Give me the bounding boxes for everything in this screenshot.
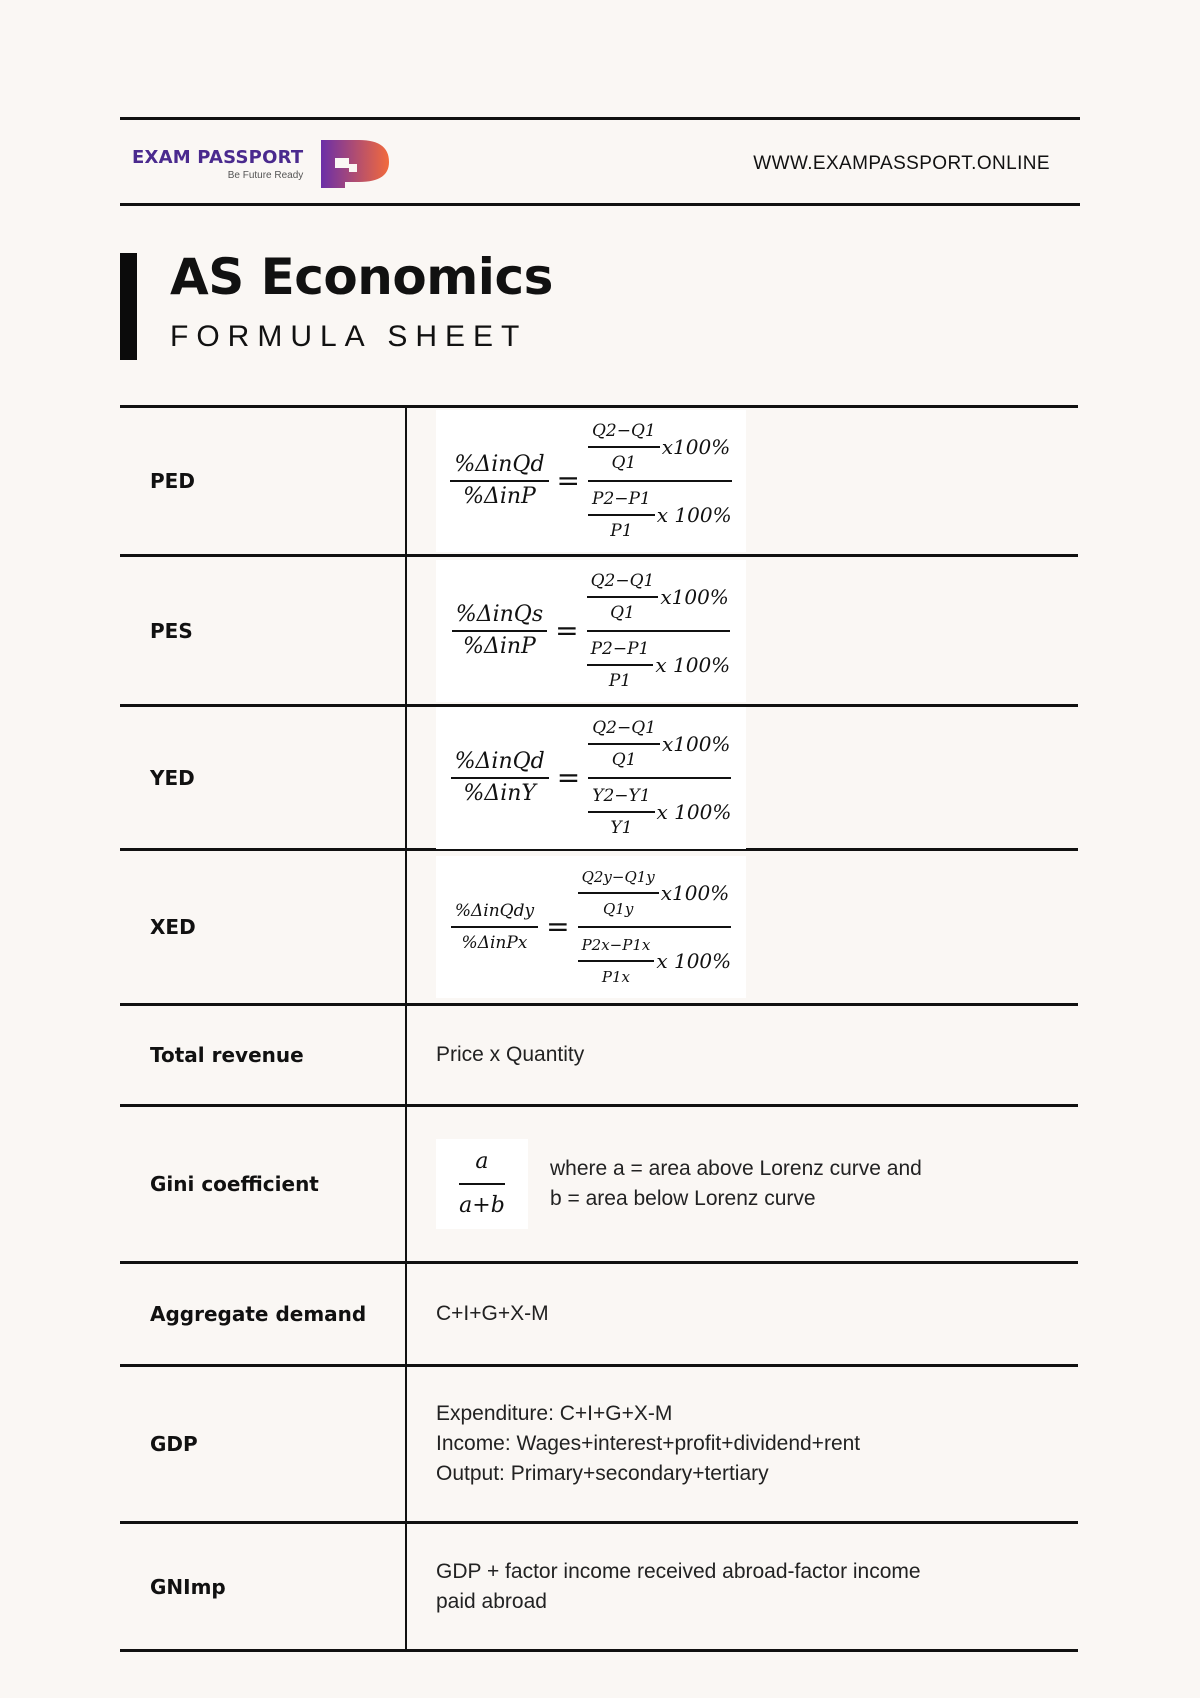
table-row-aggregate-demand — [120, 1264, 1078, 1367]
formula-bot-den: Y1 — [610, 817, 633, 838]
row-label: GNImp — [120, 1524, 407, 1649]
header-top-rule — [120, 117, 1080, 120]
formula-bot-mult: x 100% — [655, 652, 731, 677]
row-label: Gini coefficient — [120, 1107, 407, 1261]
formula-top-den: Q1 — [611, 749, 637, 770]
formula-top-mult: x100% — [660, 584, 729, 609]
formula-bot-num: P2x−P1x — [578, 930, 655, 962]
formula-lhs-num: %ΔinQd — [451, 747, 549, 779]
table-row-gnimp — [120, 1524, 1078, 1652]
formula-bot-num: P2−P1 — [587, 634, 654, 666]
formula-bot-den: P1 — [608, 670, 632, 691]
brand-name: EXAM PASSPORT — [132, 147, 304, 168]
page-subtitle: FORMULA SHEET — [170, 320, 528, 353]
gini-den: a+b — [459, 1193, 505, 1218]
table-row-gdp — [120, 1367, 1078, 1524]
row-label: GDP — [120, 1367, 407, 1521]
pes-formula: $\frac{\text{\%ΔinQs}}{\text{\%ΔinP}}$ = $\frac{Q2-Q1}{Q1}$ x100% $\frac{P2-P1}{P1}$ x 100% — [436, 560, 746, 702]
page-header — [120, 124, 1080, 204]
row-value: C+I+G+X-M — [436, 1302, 549, 1325]
formula-table — [120, 405, 1078, 1652]
table-row-ped — [120, 408, 1078, 557]
gini-formula — [436, 1139, 528, 1229]
row-value: Expenditure: C+I+G+X-M Income: Wages+interest+profit+dividend+rent Output: Primary+secondary+tertiary — [436, 1402, 861, 1485]
formula-top-den: Q1 — [610, 602, 635, 623]
formula-bot-mult: x 100% — [656, 503, 732, 527]
table-row-gini — [120, 1107, 1078, 1264]
table-row-xed — [120, 851, 1078, 1006]
formula-top-mult: x100% — [661, 435, 731, 459]
formula-bot-den: P1 — [610, 521, 633, 541]
website-url[interactable]: WWW.EXAMPASSPORT.ONLINE — [753, 153, 1050, 174]
table-row-total-revenue — [120, 1006, 1078, 1107]
formula-bot-mult: x 100% — [656, 799, 732, 824]
formula-lhs-den: %ΔinPx — [461, 933, 528, 953]
row-label: Total revenue — [120, 1006, 407, 1104]
page-title: AS Economics — [170, 248, 553, 306]
formula-top-mult: x100% — [660, 881, 730, 905]
brand-tagline: Be Future Ready — [227, 170, 304, 181]
formula-lhs-num: %ΔinQdy — [451, 896, 538, 928]
formula-top-num: Q2−Q1 — [587, 566, 659, 598]
formula-top-num: Q2y−Q1y — [578, 862, 659, 894]
yed-formula: $\frac{\text{\%ΔinQd}}{\text{\%ΔinY}}$ = $\frac{Q2-Q1}{Q1}$ x100% $\frac{Y2-Y1}{Y1}$ x 100% — [436, 707, 746, 849]
xed-formula: $\frac{\text{\%ΔinQdy}}{\text{\%ΔinPx}}$ = $\frac{Q2y-Q1y}{Q1y}$ x100% $\frac{P2x-P1x}{P1x}$ x 100% — [436, 856, 746, 998]
formula-lhs-num: %ΔinQd — [450, 450, 548, 482]
formula-bot-den: P1x — [601, 968, 630, 986]
stylized-p-logo-icon — [319, 138, 391, 190]
formula-bot-num: Y2−Y1 — [588, 781, 654, 813]
formula-lhs-den: %ΔinY — [463, 780, 536, 806]
formula-top-mult: x100% — [661, 731, 731, 756]
formula-top-num: Q2−Q1 — [588, 713, 660, 745]
gini-num: a — [459, 1147, 504, 1185]
formula-top-num: Q2−Q1 — [588, 416, 660, 448]
row-value: GDP + factor income received abroad-factor income paid abroad — [436, 1559, 921, 1613]
formula-lhs-den: %ΔinP — [463, 633, 536, 659]
row-value: Price x Quantity — [436, 1043, 585, 1066]
formula-bot-mult: x 100% — [656, 949, 732, 973]
formula-bot-num: P2−P1 — [588, 484, 655, 516]
row-label: PES — [120, 557, 407, 704]
gini-note: where a = area above Lorenz curve and b = area below Lorenz curve — [550, 1157, 922, 1210]
row-label: PED — [120, 408, 407, 554]
ped-formula: $\frac{\text{\%ΔinQd}}{\text{\%ΔinP}}$ = $\frac{Q2-Q1}{Q1}$ x100% $\frac{P2-P1}{P1}$ x 100% — [436, 410, 746, 552]
row-label: Aggregate demand — [120, 1264, 407, 1364]
row-label: XED — [120, 851, 407, 1003]
formula-top-den: Q1 — [611, 453, 637, 473]
formula-top-den: Q1y — [603, 900, 634, 918]
formula-lhs-den: %ΔinP — [463, 484, 536, 509]
row-label: YED — [120, 707, 407, 848]
brand-logo — [132, 138, 391, 190]
table-row-pes — [120, 557, 1078, 707]
title-accent-bar — [120, 253, 137, 360]
table-row-yed — [120, 707, 1078, 851]
formula-lhs-num: %ΔinQs — [452, 600, 547, 632]
